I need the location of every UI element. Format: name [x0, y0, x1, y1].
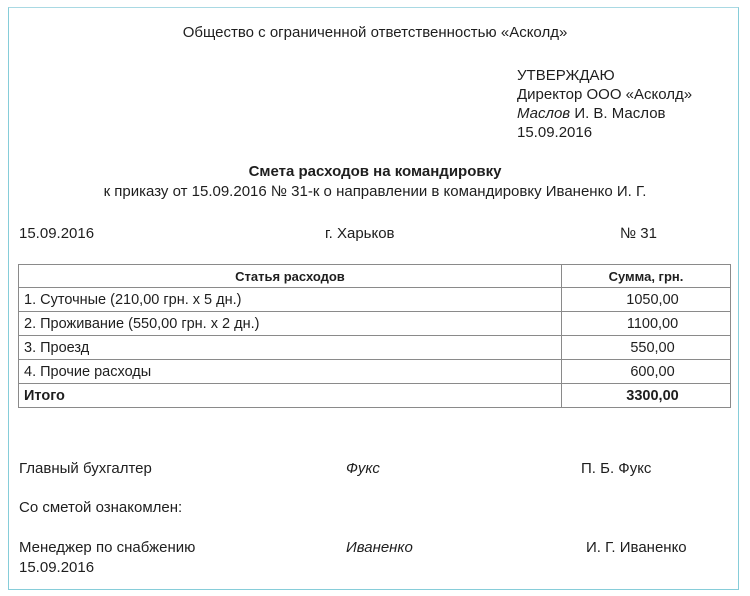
expenses-table [18, 264, 731, 408]
expense-amount: 600,00 [562, 360, 731, 384]
approval-block [517, 66, 692, 142]
document-number: № 31 [620, 225, 657, 242]
table-header-row [19, 265, 731, 288]
acknowledged-label: Со сметой ознакомлен: [19, 499, 183, 516]
expense-amount: 550,00 [562, 336, 731, 360]
expense-amount: 1050,00 [562, 288, 731, 312]
table-row [19, 288, 731, 312]
approval-date: 15.09.2016 [517, 124, 593, 141]
column-header-amount: Сумма, грн. [562, 265, 731, 288]
approval-signature-line [517, 104, 692, 123]
document-city: г. Харьков [325, 225, 395, 242]
expense-item: 2. Проживание (550,00 грн. х 2 дн.) [19, 312, 562, 336]
table-row [19, 312, 731, 336]
organization-name: Общество с ограниченной ответственностью «Асколд» [182, 24, 568, 41]
approval-name: И. В. Маслов [574, 105, 666, 122]
expense-item: 3. Проезд [19, 336, 562, 360]
total-amount: 3300,00 [562, 384, 731, 408]
accountant-position: Главный бухгалтер [19, 460, 152, 477]
table-row [19, 360, 731, 384]
document-title: Смета расходов на командировку [248, 163, 502, 180]
document-subtitle: к приказу от 15.09.2016 № 31-к о направлении в командировку Иваненко И. Г. [103, 183, 647, 200]
approval-signature: Маслов [517, 105, 571, 122]
document-date: 15.09.2016 [19, 225, 95, 242]
manager-position: Менеджер по снабжению [19, 539, 196, 556]
manager-name: И. Г. Иваненко [586, 539, 687, 556]
manager-signature: Иваненко [346, 539, 413, 556]
accountant-name: П. Б. Фукс [581, 460, 652, 477]
expense-item: 1. Суточные (210,00 грн. х 5 дн.) [19, 288, 562, 312]
approval-position: Директор ООО «Асколд» [517, 86, 693, 103]
table-total-row [19, 384, 731, 408]
total-label: Итого [19, 384, 562, 408]
manager-date: 15.09.2016 [19, 559, 95, 576]
expense-amount: 1100,00 [562, 312, 731, 336]
approval-heading: УТВЕРЖДАЮ [517, 67, 615, 84]
accountant-signature: Фукс [346, 460, 380, 477]
expense-item: 4. Прочие расходы [19, 360, 562, 384]
column-header-item: Статья расходов [19, 265, 562, 288]
table-row [19, 336, 731, 360]
